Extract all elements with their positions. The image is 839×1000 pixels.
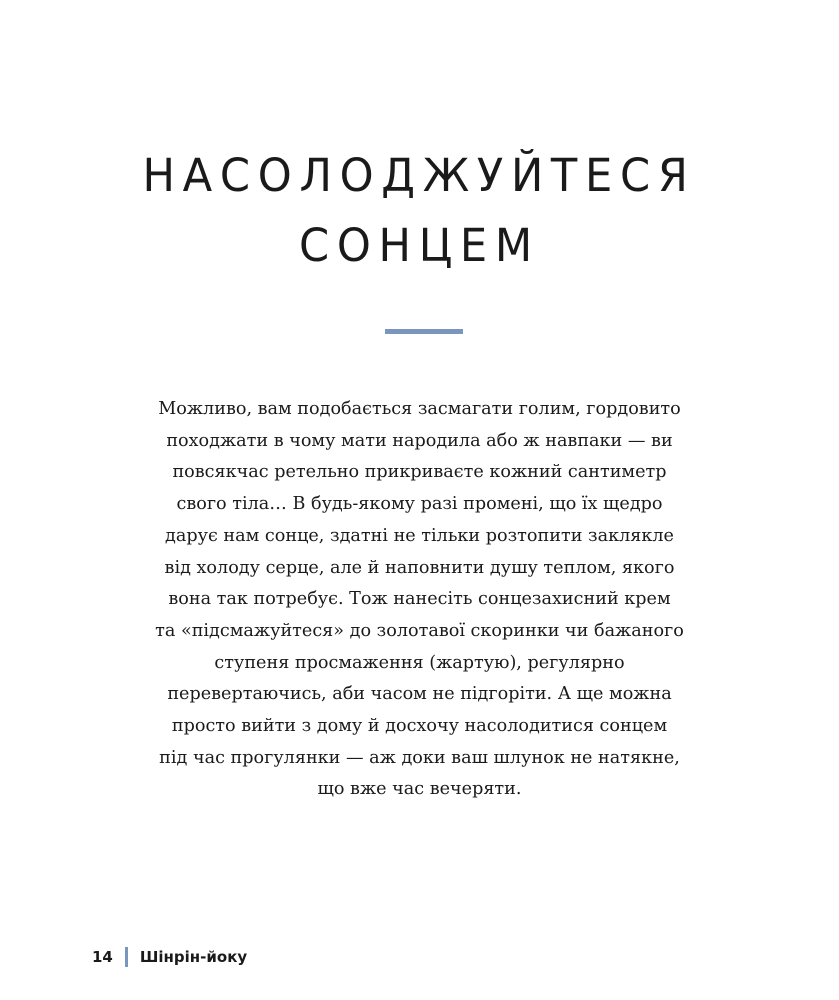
body-line: походжати в чому мати народила або ж навпаки — ви (166, 430, 673, 451)
body-line: ступеня просмаження (жартую), регулярно (214, 652, 625, 673)
chapter-title (0, 141, 839, 281)
body-line: вона так потребує. Тож нанесіть сонцезахисний крем (168, 589, 671, 610)
body-line: що вже час вечеряти. (317, 779, 522, 800)
chapter-title-line-1: НАСОЛОДЖУЙТЕСЯ (142, 149, 696, 202)
body-line: перевертаючись, аби часом не підгоріти. А ще можна (167, 684, 672, 705)
body-line: просто вийти з дому й досхочу насолодитися сонцем (171, 716, 668, 737)
page-footer (92, 946, 247, 968)
body-line: свого тіла… В будь-якому разі промені, що їх щедро (176, 494, 663, 515)
body-line: під час прогулянки — аж доки ваш шлунок не натякне, (159, 747, 680, 768)
body-line: дарує нам сонце, здатні не тільки розтопити заклякле (165, 525, 674, 546)
body-paragraph (120, 394, 719, 806)
body-line: повсякчас ретельно прикриваєте кожний сантиметр (172, 462, 667, 483)
page-number: 14 (92, 948, 113, 966)
title-divider (385, 329, 463, 334)
body-line: та «підсмажуйтеся» до золотавої скоринки чи бажаного (155, 620, 684, 641)
chapter-title-line-2: СОНЦЕМ (299, 219, 540, 272)
body-line: від холоду серце, але й наповнити душу теплом, якого (164, 557, 675, 578)
running-title: Шінрін-йоку (139, 948, 248, 966)
footer-separator (125, 947, 128, 967)
body-line: Можливо, вам подобається засмагати голим, гордовито (158, 399, 681, 419)
